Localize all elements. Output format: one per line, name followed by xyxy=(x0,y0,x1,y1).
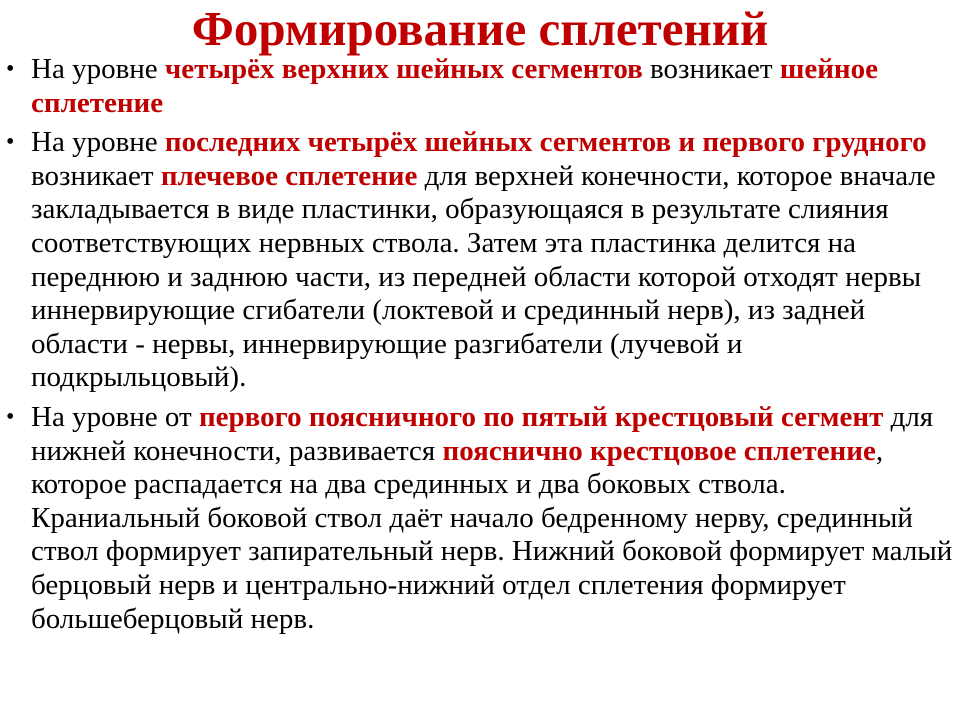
highlighted-text: пояснично крестцовое сплетение xyxy=(442,434,876,467)
body-text: , которое распадается на два срединных и два боковых ствола. Краниальный боковой ствол даёт начало бедренному нерву, срединный ствол формирует запирательный нерв. Нижний боковой формирует малый берцовый нерв и центрально-нижний отдел сплетения формирует большеберцовый нерв. xyxy=(31,434,953,635)
body-text: возникает xyxy=(642,53,780,85)
highlighted-text: четырёх верхних шейных сегментов xyxy=(164,53,643,85)
body-text: для верхней конечности, которое вначале закладывается в виде пластинки, образующаяся в результате слияния соответствующих нервных ствола. Затем эта пластинка делится на переднюю и заднюю части, из передней области которой отходят нервы иннервирующие сгибатели (локтевой и срединный нерв), из задней области - нервы, иннервирующие разгибатели (лучевой и подкрыльцовый). xyxy=(31,159,936,394)
highlighted-text: последних четырёх шейных сегментов и первого грудного xyxy=(164,126,927,159)
body-text: возникает xyxy=(31,159,161,192)
slide-title: Формирование сплетений xyxy=(191,1,769,56)
bullet-dot-icon: • xyxy=(6,129,15,156)
body-text: На уровне xyxy=(31,53,165,85)
bullet-item xyxy=(6,401,956,636)
bullet-dot-icon: • xyxy=(6,403,15,430)
body-text: для нижней конечности, развивается xyxy=(31,400,934,467)
highlighted-text: плечевое сплетение xyxy=(160,159,418,192)
body-text: На уровне xyxy=(31,126,165,159)
body-text: На уровне от xyxy=(31,400,199,433)
bullet-item xyxy=(6,53,956,120)
bullet-item xyxy=(6,126,956,395)
bullet-dot-icon: • xyxy=(6,56,15,82)
highlighted-text: шейное сплетение xyxy=(31,53,879,119)
highlighted-text: первого поясничного по пятый крестцовый сегмент xyxy=(198,400,884,433)
bullet-list xyxy=(6,53,956,642)
